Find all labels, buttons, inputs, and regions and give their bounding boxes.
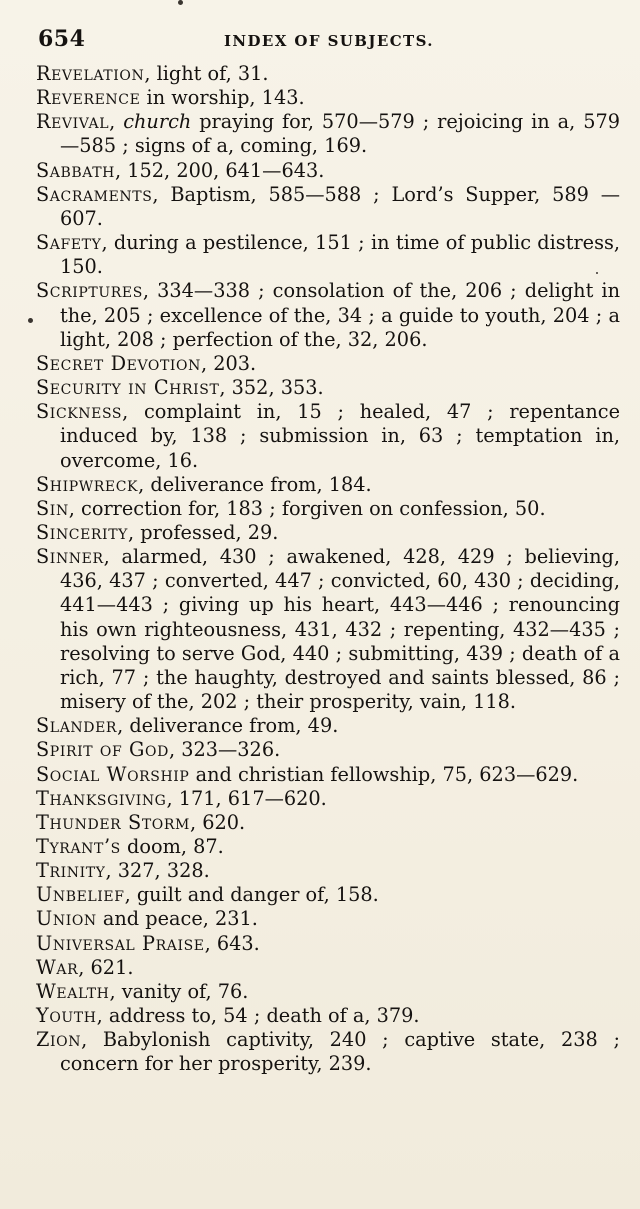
index-entry xyxy=(36,86,620,110)
entry-term: Scriptures xyxy=(36,279,143,303)
index-entry xyxy=(36,376,620,400)
entry-term: Trinity xyxy=(36,859,106,883)
entry-term: Wealth xyxy=(36,979,110,1003)
index-entry xyxy=(36,231,620,279)
index-entry xyxy=(36,110,620,158)
entry-text: , alarmed, 430 ; awakened, 428, 429 ; believing, 436, 437 ; converted, 447 ; convicted, 60, 430 ; deciding, 441—443 ; giving up his heart, 443—446 ; renouncing his own righteousness, 431, 432 ; repenting, 432—435 ; resolving to serve God, 440 ; submitting, 439 ; death of a rich, 77 ; the haughty, destroyed and saints blessed, 86 ; misery of the, 202 ; their prosperity, vain, 118. xyxy=(60,545,620,714)
entry-term: Universal Praise xyxy=(36,931,205,955)
entry-text: , 203. xyxy=(200,351,257,375)
entry-text: , guilt and danger of, 158. xyxy=(124,883,379,907)
index-entry xyxy=(36,159,620,183)
entry-text: , xyxy=(109,110,124,134)
entry-term: Slander xyxy=(36,714,118,738)
ink-speck xyxy=(28,318,33,323)
entry-term: Shipwreck xyxy=(36,472,139,496)
index-entry xyxy=(36,1004,620,1028)
entry-text: , address to, 54 ; death of a, 379. xyxy=(96,1004,420,1028)
entry-term: Sabbath xyxy=(36,158,115,182)
entry-italic: church xyxy=(123,110,192,134)
page-number: 654 xyxy=(38,26,86,52)
index-entry xyxy=(36,497,620,521)
index-entry xyxy=(36,907,620,931)
entry-term: Security in Christ xyxy=(36,376,220,400)
index-entry xyxy=(36,835,620,859)
index-entry xyxy=(36,62,620,86)
entry-text: , vanity of, 76. xyxy=(109,979,249,1003)
entry-text: , deliverance from, 184. xyxy=(138,472,372,496)
index-entry xyxy=(36,352,620,376)
entry-term: Zion xyxy=(36,1028,82,1052)
index-entry xyxy=(36,738,620,762)
entry-term: Social Worship xyxy=(36,762,190,786)
entry-text: , Babylonish captivity, 240 ; captive state, 238 ; concern for her prosperity, 239. xyxy=(60,1028,620,1076)
entry-text: praying for, 570—579 ; rejoicing in a, 579—585 ; signs of a, coming, 169. xyxy=(60,110,620,158)
entry-term: Spirit of God xyxy=(36,738,169,762)
index-entry xyxy=(36,183,620,231)
entry-text: , during a pestilence, 151 ; in time of public distress, 150. xyxy=(60,231,620,279)
ink-speck xyxy=(596,272,598,274)
entry-text: , 620. xyxy=(189,810,246,834)
entry-text: , Baptism, 585—588 ; Lord’s Supper, 589 —607. xyxy=(60,182,620,230)
entry-term: Revelation xyxy=(36,62,145,85)
index-entry xyxy=(36,980,620,1004)
entry-text: , 171, 617—620. xyxy=(166,786,327,810)
index-entry xyxy=(36,545,620,714)
index-entry xyxy=(36,956,620,980)
entry-term: Sacraments xyxy=(36,182,153,206)
page-header xyxy=(38,26,612,56)
entry-text: , 323—326. xyxy=(168,738,281,762)
entry-text: , deliverance from, 49. xyxy=(117,714,339,738)
index-entries xyxy=(36,62,620,1077)
entry-term: Youth xyxy=(36,1004,97,1028)
entry-term: Unbelief xyxy=(36,883,125,907)
entry-term: Union xyxy=(36,907,97,931)
entry-text: in worship, 143. xyxy=(140,86,305,110)
index-entry xyxy=(36,279,620,351)
index-entry xyxy=(36,763,620,787)
entry-term: Sickness xyxy=(36,400,123,424)
index-entry xyxy=(36,859,620,883)
index-entry xyxy=(36,521,620,545)
entry-text: and christian fellowship, 75, 623—629. xyxy=(189,762,579,786)
entry-term: Thanksgiving xyxy=(36,786,167,810)
entry-text: , light of, 31. xyxy=(144,62,269,85)
entry-text: , 327, 328. xyxy=(105,859,210,883)
entry-term: Sinner xyxy=(36,545,104,569)
entry-term: Safety xyxy=(36,231,102,255)
entry-text: , complaint in, 15 ; healed, 47 ; repentance induced by, 138 ; submission in, 63 ; temptation in, overcome, 16. xyxy=(60,400,620,472)
index-entry xyxy=(36,811,620,835)
index-entry xyxy=(36,883,620,907)
entry-term: Sin xyxy=(36,496,69,520)
entry-text: , professed, 29. xyxy=(127,520,279,544)
entry-term: Sincerity xyxy=(36,520,128,544)
entry-text: , 152, 200, 641—643. xyxy=(115,158,325,182)
entry-text: and peace, 231. xyxy=(96,907,258,931)
entry-text: doom, 87. xyxy=(120,835,224,858)
entry-text: , 352, 353. xyxy=(219,376,324,400)
running-head: INDEX OF SUBJECTS. xyxy=(224,32,434,50)
entry-term: Reverence xyxy=(36,86,141,110)
index-entry xyxy=(36,1028,620,1076)
index-entry xyxy=(36,714,620,738)
entry-term: Thunder Storm xyxy=(36,810,190,834)
entry-text: , 334—338 ; consolation of the, 206 ; delight in the, 205 ; excellence of the, 34 ; a guide to youth, 204 ; a light, 208 ; perfection of the, 32, 206. xyxy=(60,279,620,351)
entry-text: , correction for, 183 ; forgiven on confession, 50. xyxy=(68,496,546,520)
ink-speck xyxy=(178,0,183,5)
entry-term: War xyxy=(36,955,79,979)
entry-text: , 643. xyxy=(204,931,260,955)
entry-term: Tyrant’s xyxy=(36,835,121,858)
index-entry xyxy=(36,400,620,472)
entry-text: , 621. xyxy=(78,955,134,979)
entry-term: Revival xyxy=(36,110,110,134)
index-entry xyxy=(36,932,620,956)
entry-term: Secret Devotion xyxy=(36,351,201,375)
index-entry xyxy=(36,473,620,497)
index-entry xyxy=(36,787,620,811)
